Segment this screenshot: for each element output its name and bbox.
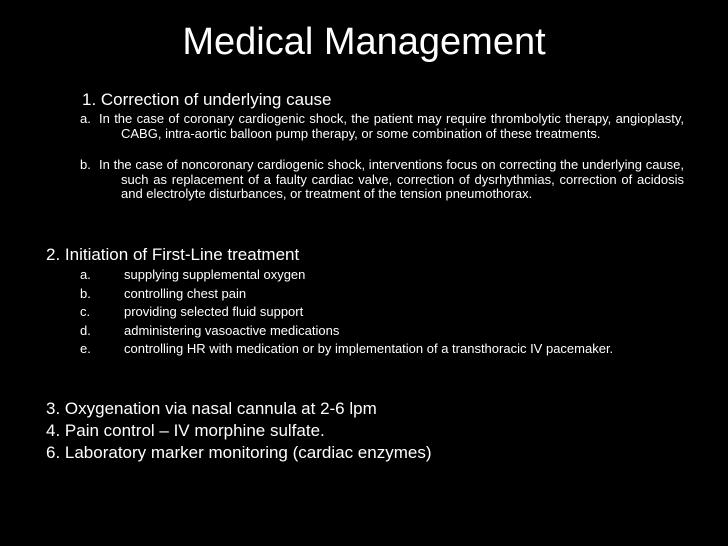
point-lab-monitoring: 6. Laboratory marker monitoring (cardiac enzymes) [46, 443, 432, 462]
item-text: controlling HR with medication or by implementation of a transthoracic IV pacemaker. [124, 341, 614, 356]
list-item [80, 287, 684, 302]
item-marker: b. [80, 157, 91, 172]
item-text: administering vasoactive medications [124, 322, 340, 338]
item-marker: d. [80, 322, 91, 338]
item-marker: a. [80, 267, 91, 282]
item-text: controlling chest pain [124, 285, 247, 301]
point-oxygenation: 3. Oxygenation via nasal cannula at 2-6 lpm [46, 399, 377, 418]
item-text: supplying supplemental oxygen [124, 267, 306, 282]
slide-title: Medical Management [182, 21, 546, 63]
item-marker: e. [80, 341, 91, 356]
list-item [80, 342, 684, 357]
section-2-list [80, 268, 684, 361]
item-text: providing selected fluid support [124, 304, 304, 319]
item-text: In the case of noncoronary cardiogenic shock, interventions focus on correcting the underlying cause, such as replacement of a faulty cardiac valve, correction of dysrhythmias, correction of acidosis and electrolyte disturbances, or treatment of the tension pneumothorax. [99, 157, 684, 201]
item-marker: c. [80, 304, 91, 319]
list-item [80, 268, 684, 283]
item-marker: a. [80, 111, 91, 126]
point-pain-control: 4. Pain control – IV morphine sulfate. [46, 421, 325, 440]
list-item [80, 324, 684, 339]
section-1-item-b [80, 158, 684, 202]
section-1-heading: 1. Correction of underlying cause [82, 90, 332, 109]
list-item [80, 305, 684, 320]
section-2-heading: 2. Initiation of First-Line treatment [46, 245, 300, 264]
item-text: In the case of coronary cardiogenic shock, the patient may require thrombolytic therapy, angioplasty, CABG, intra-aortic balloon pump therapy, or some combination of these treatments. [99, 111, 684, 141]
item-marker: b. [80, 285, 91, 301]
section-1-item-a [80, 112, 684, 141]
